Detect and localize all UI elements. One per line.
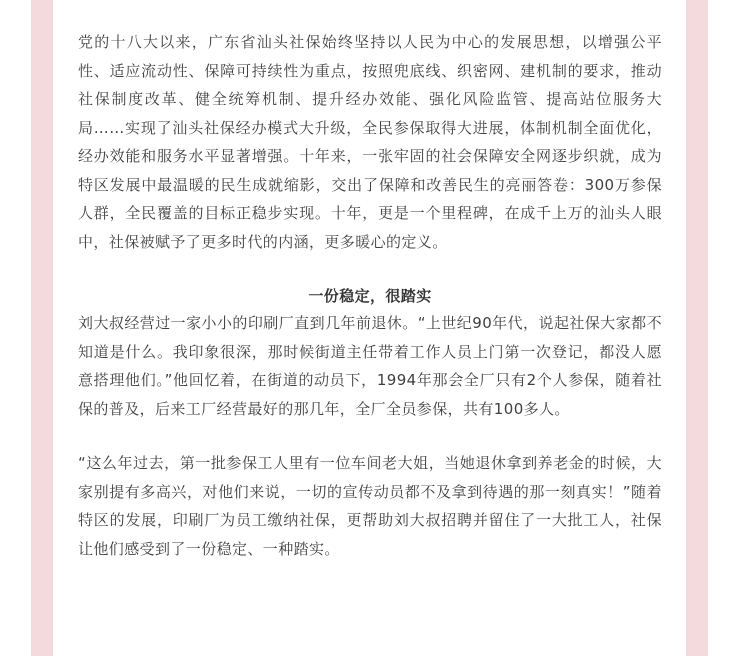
section-heading: 一份稳定，很踏实	[308, 287, 432, 305]
article-body	[78, 28, 662, 563]
article-paragraph-quote: “这么年过去，第一批参保工人里有一位车间老大姐，当她退休拿到养老金的时候，大家别提有多高兴，对他们来说，一切的宣传动员都不及拿到待遇的那一刻真实！”随着特区的发展，印刷厂为员工缴纳社保，更帮助刘大叔招聘并留住了一大批工人，社保让他们感受到了一份稳定、一种踏实。	[78, 454, 662, 558]
left-decorative-border	[31, 0, 53, 656]
article-paragraph-intro: 党的十八大以来，广东省汕头社保始终坚持以人民为中心的发展思想，以增强公平性、适应流动性、保障可持续性为重点，按照兜底线、织密网、建机制的要求，推动社保制度改革、健全统筹机制、提升经办效能、强化风险监管、提高站位服务大局……实现了汕头社保经办模式大升级，全民参保取得大进展，体制机制全面优化，经办效能和服务水平显著增强。十年来，一张牢固的社会保障安全网逐步织就，成为特区发展中最温暖的民生成就缩影，交出了保障和改善民生的亮丽答卷：300万参保人群，全民覆盖的目标正稳步实现。十年，更是一个里程碑，在成千上万的汕头人眼中，社保被赋予了更多时代的内涵，更多暖心的定义。	[78, 33, 662, 251]
right-decorative-border	[686, 0, 708, 656]
article-paragraph-story: 刘大叔经营过一家小小的印刷厂直到几年前退休。“上世纪90年代，说起社保大家都不知道是什么。我印象很深，那时候街道主任带着工作人员上门第一次登记，都没人愿意搭理他们。”他回忆着，在街道的动员下，1994年那会全厂只有2个人参保，随着社保的普及，后来工厂经营最好的那几年，全厂全员参保，共有100多人。	[78, 314, 662, 418]
